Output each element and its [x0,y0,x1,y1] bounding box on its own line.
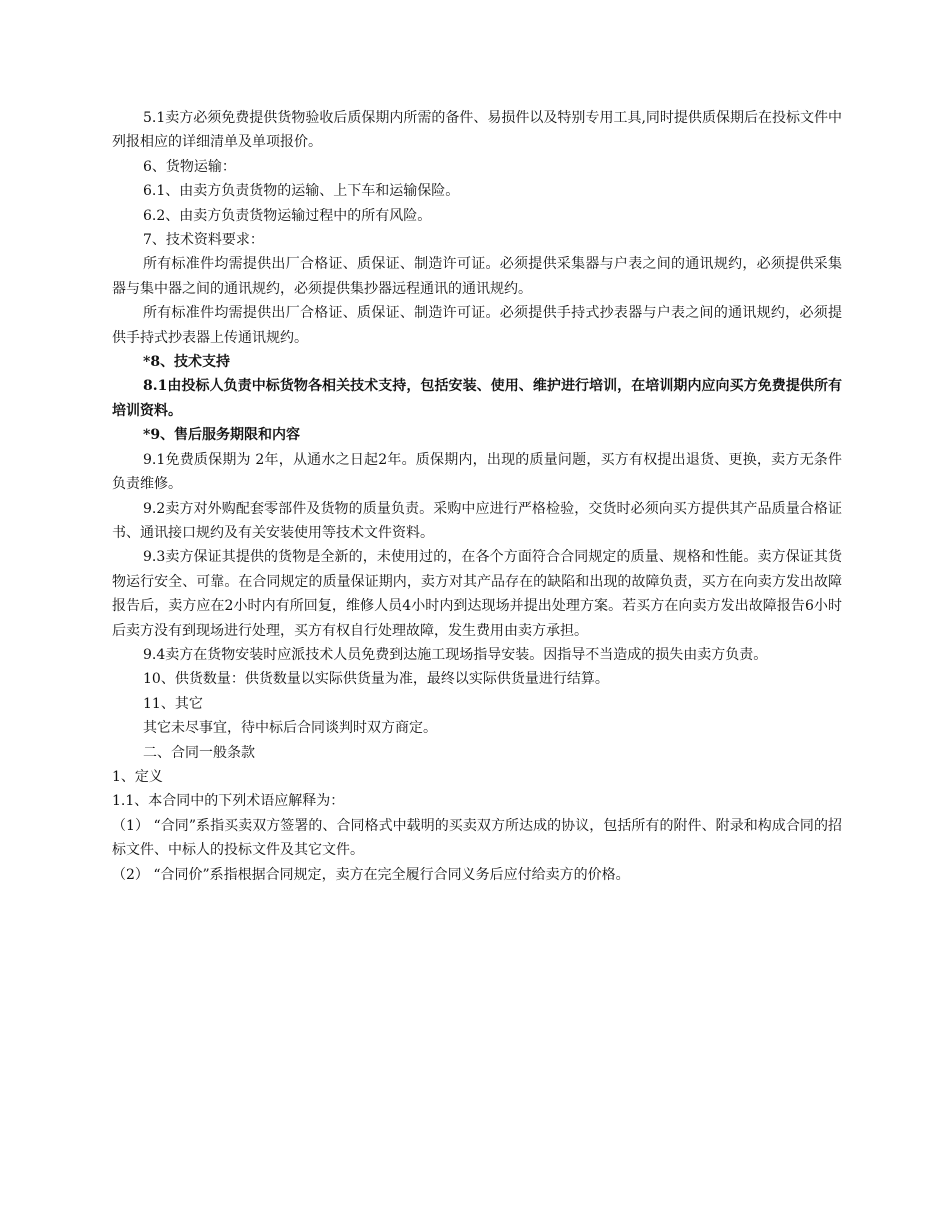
heading-7-technical-docs: 7、技术资料要求： [143,232,264,249]
heading-6-transport: 6、货物运输： [143,158,236,175]
document-body [112,106,842,887]
definition-contract: （1） “合同”系指买卖双方签署的、合同格式中载明的买卖双方所达成的协议，包括所有的附件、附录和构成合同的招标文件、中标人的投标文件及其它文件。 [112,817,842,859]
paragraph-7-a: 所有标准件均需提供出厂合格证、质保证、制造许可证。必须提供采集器与户表之间的通讯规约，必须提供采集器与集中器之间的通讯规约，必须提供集抄器远程通讯的通讯规约。 [112,256,842,297]
paragraph-11-other: 其它未尽事宜，待中标后合同谈判时双方商定。 [143,720,437,737]
paragraph-8-1: 8.1由投标人负责中标货物各相关技术支持，包括安装、使用、维护进行培训，在培训期内应向买方免费提供所有培训资料。 [112,378,842,419]
paragraph-9-3: 9.3卖方保证其提供的货物是全新的，未使用过的，在各个方面符合合同规定的质量、规格和性能。卖方保证其货物运行安全、可靠。在合同规定的质量保证期内，卖方对其产品存在的缺陷和出现的故障负责，买方在向卖方发出故障报告后，卖方应在2小时内有所回复，维修人员4小时内到达现场并提出处理方案。若买方在向卖方发出故障报告6小时后卖方没有到现场进行处理，买方有权自行处理故障，发生费用由卖方承担。 [112,549,842,639]
heading-11-other: 11、其它 [143,695,203,712]
paragraph-1-1: 1.1、本合同中的下列术语应解释为： [112,793,345,810]
paragraph-6-1: 6.1、由卖方负责货物的运输、上下车和运输保险。 [143,183,460,200]
paragraph-6-2: 6.2、由卖方负责货物运输过程中的所有风险。 [143,207,432,224]
paragraph-10-quantity: 10、供货数量：供货数量以实际供货量为准，最终以实际供货量进行结算。 [143,671,609,688]
paragraph-9-1: 9.1免费质保期为 2年，从通水之日起2年。质保期内，出现的质量问题，买方有权提出退货、更换，卖方无条件负责维修。 [112,451,842,493]
paragraph-9-4: 9.4卖方在货物安装时应派技术人员免费到达施工现场指导安装。因指导不当造成的损失由卖方负责。 [143,646,768,663]
heading-1-definitions: 1、定义 [112,768,163,785]
definition-contract-price: （2） “合同价”系指根据合同规定，卖方在完全履行合同义务后应付给卖方的价格。 [112,866,630,883]
paragraph-5-1: 5.1卖方必须免费提供货物验收后质保期内所需的备件、易损件以及特别专用工具,同时提供质保期后在投标文件中列报相应的详细清单及单项报价。 [112,110,842,151]
paragraph-7-b: 所有标准件均需提供出厂合格证、质保证、制造许可证。必须提供手持式抄表器与户表之间的通讯规约，必须提供手持式抄表器上传通讯规约。 [112,305,842,346]
heading-8-technical-support: *8、技术支持 [143,354,231,371]
paragraph-9-2: 9.2卖方对外购配套零部件及货物的质量负责。采购中应进行严格检验，交货时必须向买方提供其产品质量合格证书、通讯接口规约及有关安装使用等技术文件资料。 [112,500,842,541]
heading-9-after-sales: *9、售后服务期限和内容 [143,427,301,444]
heading-general-terms: 二、合同一般条款 [143,744,255,761]
